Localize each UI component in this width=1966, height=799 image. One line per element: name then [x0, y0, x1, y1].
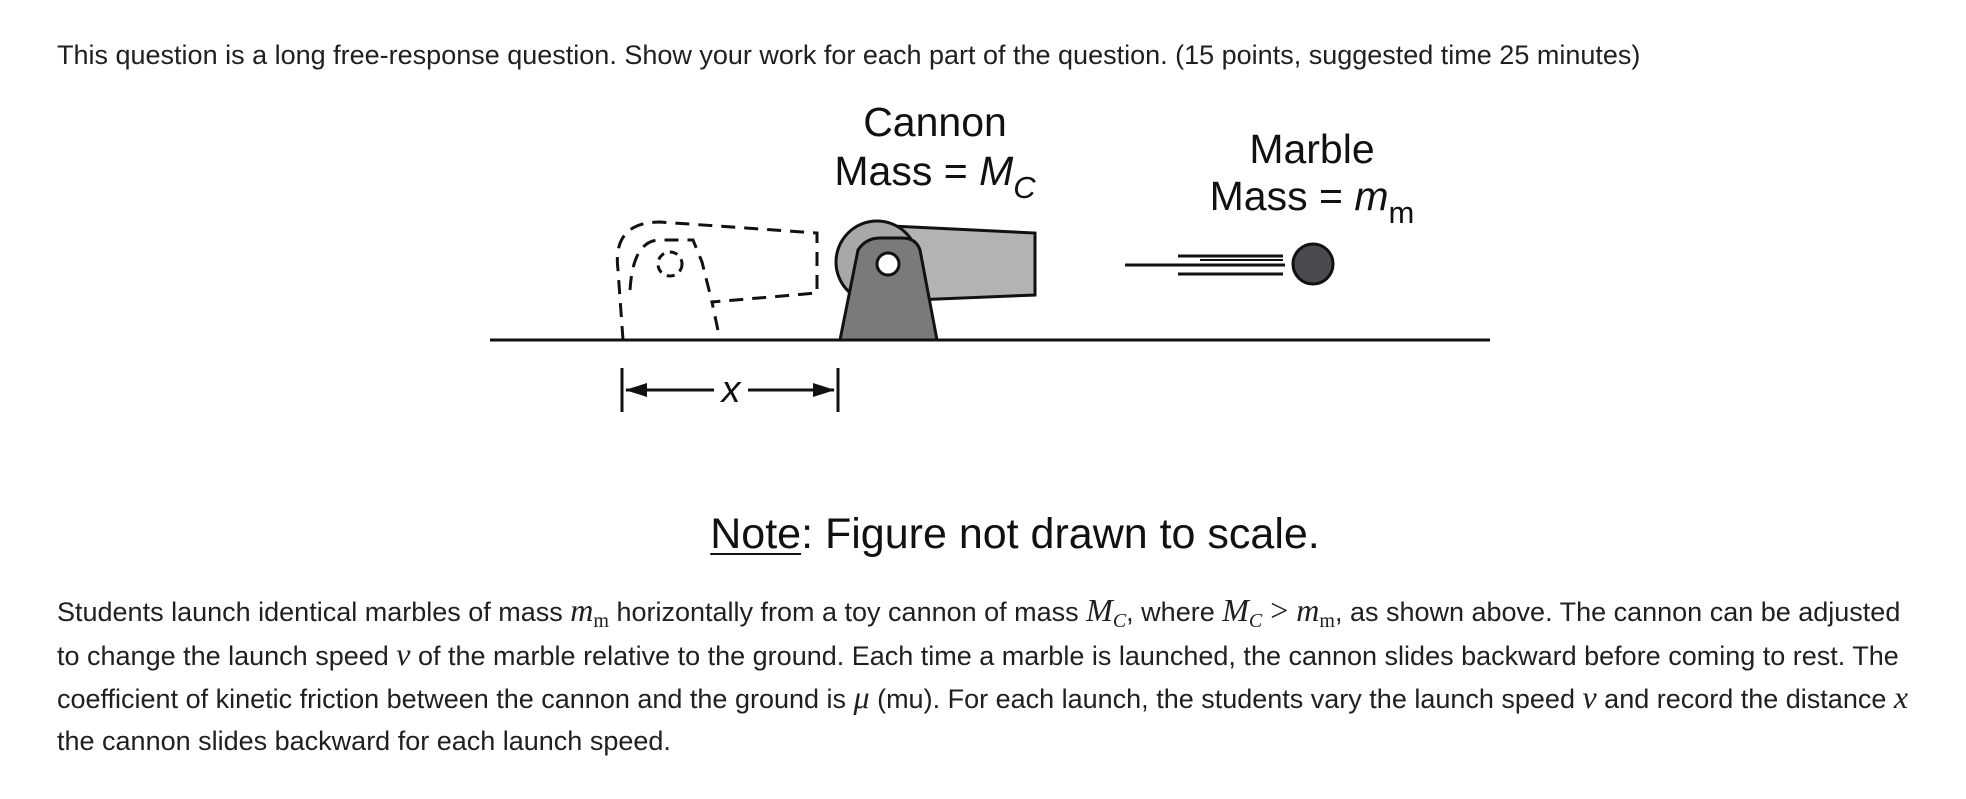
marble-mass-label: Mass = $m_m$ [1209, 173, 1415, 230]
cannon-initial-position-outline [617, 222, 817, 340]
problem-paragraph: Students launch identical marbles of mass $m_m$ horizontally from a toy cannon of mass $M_C$, where $M_C > m_m$, as shown above. The cannon can be adjusted to change the launch speed v of the marble relative to the ground. Each time a marble is launched, the cannon slides backward before coming to rest. The coefficient of kinetic friction between the cannon and the ground is μ (mu). For each launch, the students vary the launch speed v and record the distance x the cannon slides backward for each launch speed. [57, 592, 1909, 756]
note-keyword: Note [710, 510, 802, 558]
cannon-mass-label: Mass = $M_C$ [834, 148, 1036, 205]
distance-x-label: x [721, 369, 741, 411]
symbol-distance: x [1893, 679, 1909, 715]
symbol-mass-inequality: $M_C > m_m$ [1222, 592, 1335, 632]
question-intro: This question is a long free-response question. Show your work for each part of the question. (15 points, suggested time 25 minutes) [57, 40, 1641, 70]
cannon [836, 221, 1035, 340]
symbol-launch-speed: v [396, 635, 411, 672]
symbol-marble-mass: $m_m$ [570, 592, 609, 632]
marble [1293, 244, 1333, 284]
figure-note [0, 508, 1966, 560]
symbol-cannon-mass: $M_C$ [1086, 592, 1127, 632]
cannon-pivot [877, 253, 899, 275]
cannon-label: Cannon [863, 99, 1007, 145]
marble-label: Marble [1249, 126, 1375, 172]
symbol-mu: μ [853, 679, 870, 715]
symbol-launch-speed: v [1582, 679, 1597, 715]
note-text: : Figure not drawn to scale. [801, 510, 1320, 558]
marble-motion-lines [1125, 256, 1285, 274]
